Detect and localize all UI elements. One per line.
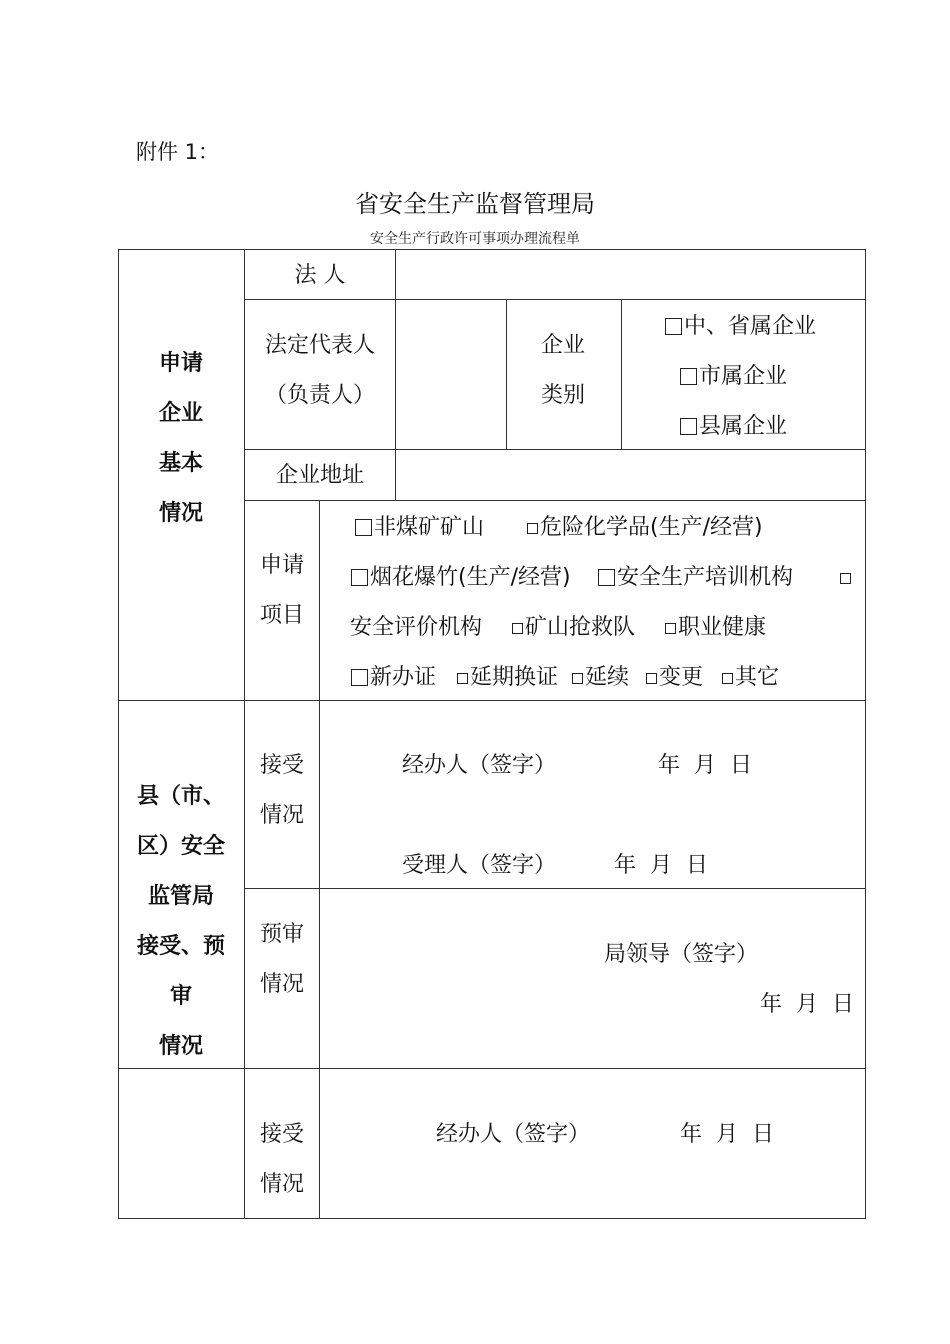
accept-label: 接受 (259, 753, 305, 778)
project-option-hazardous-chem[interactable]: 危险化学品(生产/经营) (527, 516, 763, 540)
type-option-renewal[interactable]: 延期换证 (457, 666, 558, 690)
checkbox-icon[interactable] (840, 573, 851, 584)
checkbox-icon[interactable] (646, 673, 657, 684)
type-option-change[interactable]: 变更 (646, 666, 703, 690)
project-option-training[interactable]: 安全生产培训机构 (598, 566, 793, 590)
project-label: 申请 (259, 553, 305, 578)
legal-person-label: 法 人 (294, 263, 346, 288)
receiver-date-label: 年 月 日 (614, 853, 708, 878)
legal-rep-label: （负责人） (264, 383, 376, 408)
receiver-signature-label: 受理人（签字） (402, 853, 557, 878)
project-label: 项目 (259, 603, 305, 628)
checkbox-icon[interactable] (572, 673, 583, 684)
leader-signature-label: 局领导（签字） (604, 942, 759, 967)
project-option-evaluation: 安全评价机构 (350, 615, 483, 640)
section-label-line: 情况 (158, 501, 204, 526)
accept-label: 情况 (259, 803, 305, 828)
type-option-other[interactable]: 其它 (722, 666, 779, 690)
section-label-line: 基本 (158, 451, 204, 476)
category-option-county[interactable]: 县属企业 (680, 415, 787, 439)
project-option-mine-rescue[interactable]: 矿山抢救队 (512, 616, 635, 640)
accept-label: 接受 (259, 1122, 305, 1147)
category-option-provincial[interactable]: 中、省属企业 (665, 315, 816, 339)
section-label-line: 区）安全 (136, 834, 226, 859)
checkbox-icon[interactable] (680, 368, 697, 385)
checkbox-icon[interactable] (665, 318, 682, 335)
address-label: 企业地址 (275, 463, 365, 488)
section-label-line: 企业 (158, 401, 204, 426)
project-option-occupational[interactable]: 职业健康 (665, 616, 766, 640)
type-option-new-cert[interactable]: 新办证 (351, 666, 436, 690)
leader-date-label: 年 月 日 (760, 992, 854, 1017)
checkbox-icon[interactable] (722, 673, 733, 684)
checkbox-icon[interactable] (512, 623, 523, 634)
annex-label: 附件 1： (136, 140, 220, 164)
checkbox-icon[interactable] (457, 673, 468, 684)
accept-label: 情况 (259, 1172, 305, 1197)
checkbox-icon[interactable] (680, 418, 697, 435)
page-title: 省安全生产监督管理局 (355, 190, 595, 218)
section-label-line: 县（市、 (136, 784, 226, 809)
project-option-evaluation-checkbox[interactable] (840, 566, 853, 590)
checkbox-icon[interactable] (351, 569, 368, 586)
section-label-line: 接受、预 (136, 934, 226, 959)
checkbox-icon[interactable] (351, 669, 368, 686)
project-option-fireworks[interactable]: 烟花爆竹(生产/经营) (351, 566, 571, 590)
checkbox-icon[interactable] (665, 623, 676, 634)
review-label: 情况 (259, 972, 305, 997)
project-option-non-coal[interactable]: 非煤矿矿山 (355, 516, 484, 540)
handler-date-label: 年 月 日 (680, 1122, 774, 1147)
type-option-continue[interactable]: 延续 (572, 666, 629, 690)
section-label-line: 情况 (158, 1034, 204, 1059)
page-subtitle: 安全生产行政许可事项办理流程单 (370, 231, 580, 247)
category-label: 类别 (540, 383, 586, 408)
handler-date-label: 年 月 日 (658, 753, 752, 778)
section-label-line: 申请 (158, 351, 204, 376)
legal-rep-label: 法定代表人 (264, 333, 376, 358)
checkbox-icon[interactable] (527, 523, 538, 534)
category-option-city[interactable]: 市属企业 (680, 365, 787, 389)
category-label: 企业 (540, 333, 586, 358)
handler-signature-label: 经办人（签字） (402, 753, 557, 778)
checkbox-icon[interactable] (598, 569, 615, 586)
review-label: 预审 (259, 922, 305, 947)
checkbox-icon[interactable] (355, 519, 372, 536)
section-label-line: 审 (169, 984, 193, 1009)
section-label-line: 监管局 (147, 884, 215, 909)
handler-signature-label: 经办人（签字） (436, 1122, 591, 1147)
